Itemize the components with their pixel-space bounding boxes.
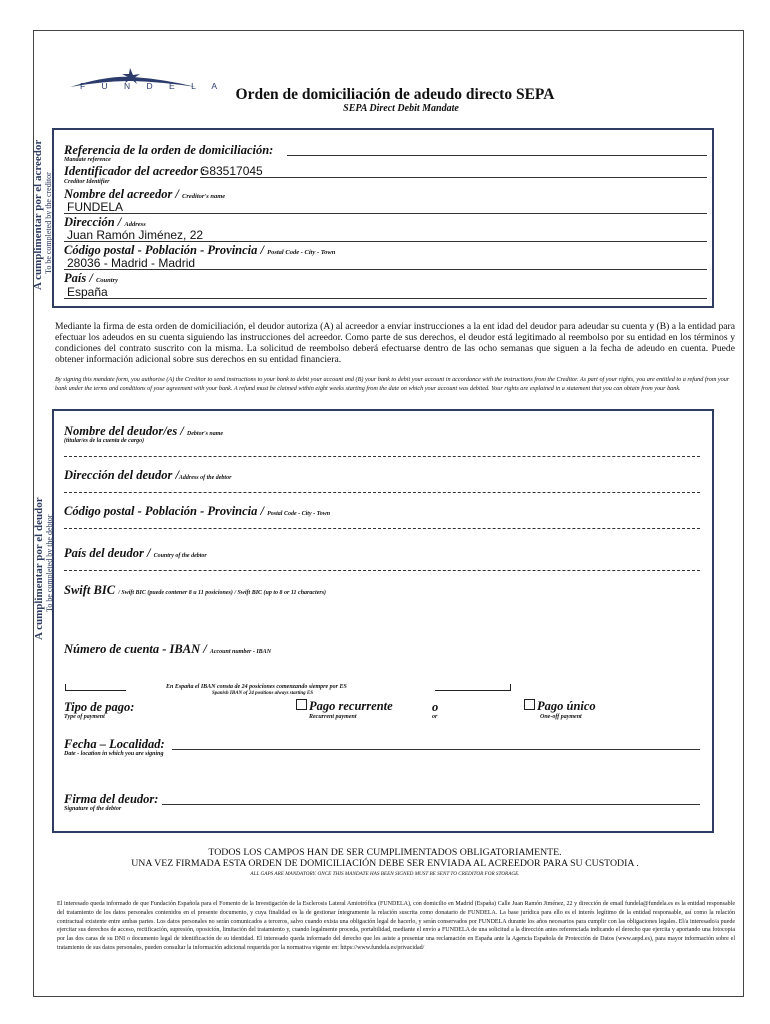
debtor-address-field[interactable] <box>64 492 700 493</box>
signature-label: Firma del deudor: <box>64 792 159 806</box>
mandate-text-en: By signing this mandate form, you authorise (A) the Creditor to send instructions to your bank to debit your account and (B) your bank to debit your account in accordance with the instructions from the Creditor. As part of your rights, you are entitled to a refund from your bank under the terms and conditions of your agreement with your bank. A refund must be claimed within eight weeks starting from the date on which your account was debited. Your rights are explained in a statement that you can obtain from your bank. <box>55 376 730 392</box>
page-subtitle: SEPA Direct Debit Mandate <box>343 103 459 114</box>
debtor-side-subtitle: To be completed by the debtor <box>45 514 54 612</box>
creditor-id-value: G83517045 <box>200 164 263 178</box>
creditor-postal-line <box>64 269 707 270</box>
creditor-country-value: España <box>67 285 108 299</box>
debtor-side-title: A cumplimentar por el deudor <box>33 497 45 640</box>
creditor-country-label: País / Country <box>64 271 118 285</box>
creditor-id-sub: Creditor Identifier <box>64 179 110 185</box>
mandate-ref-line[interactable] <box>287 155 707 156</box>
iban-field-start[interactable] <box>65 684 126 691</box>
creditor-side-subtitle: To be completed by the creditor <box>44 172 53 274</box>
debtor-name-field[interactable] <box>64 456 700 457</box>
signature-field[interactable] <box>162 804 700 805</box>
mandate-ref-sub: Mandate reference <box>64 157 111 163</box>
creditor-id-label: Identificador del acreedor : <box>64 164 206 178</box>
recurrent-sub: Recurrent payment <box>309 714 357 720</box>
iban-note: En España el IBAN consta de 24 posiciones comenzando siempre por ES <box>166 684 347 690</box>
mandate-ref-label: Referencia de la orden de domiciliación: <box>64 143 274 157</box>
closing-line-1: TODOS LOS CAMPOS HAN DE SER CUMPLIMENTADOS OBLIGATORIAMENTE. <box>208 847 562 858</box>
debtor-name-label: Nombre del deudor/es / Debtor's name <box>64 424 224 438</box>
recurrent-label: Pago recurrente <box>309 699 393 713</box>
creditor-name-line <box>64 213 707 214</box>
debtor-country-field[interactable] <box>64 570 700 571</box>
debtor-postal-field[interactable] <box>64 528 700 529</box>
recurrent-checkbox[interactable] <box>296 699 307 710</box>
creditor-postal-label: Código postal - Población - Provincia / Postal Code - City - Town <box>64 243 336 257</box>
oneoff-sub: One-off payment <box>540 714 582 720</box>
closing-line-2: UNA VEZ FIRMADA ESTA ORDEN DE DOMICILIACIÓN DEBE SER ENVIADA AL ACREEDOR PARA SU CUSTODIA . <box>131 858 639 869</box>
or-sub: or <box>432 714 438 720</box>
creditor-name-value: FUNDELA <box>67 200 124 214</box>
creditor-address-label: Dirección / Address <box>64 215 146 229</box>
swift-label: Swift BIC / Swift BIC (puede contener 8 u 11 posiciones) / Swift BIC (up to 8 or 11 characters) <box>64 583 327 597</box>
debtor-country-label: País del deudor / Country of the debtor <box>64 546 207 560</box>
iban-field-end[interactable] <box>435 684 511 691</box>
oneoff-label: Pago único <box>537 699 596 713</box>
swift-field[interactable] <box>64 625 700 626</box>
creditor-side-title: A cumplimentar por el acreedor <box>32 139 44 290</box>
creditor-address-value: Juan Ramón Jiménez, 22 <box>67 228 204 242</box>
creditor-country-line <box>64 298 707 299</box>
debtor-address-label: Dirección del deudor /Address of the debtor <box>64 468 232 482</box>
date-field[interactable] <box>172 749 700 750</box>
privacy-notice: El interesado queda informado de que Fundación Española para el Fomento de la Investigación de la Esclerosis Lateral Amiotrófica (FUNDELA), con domicilio en Madrid (España) Calle Juan Ramón Jiménez, 22 y dirección de email fundela@fundela.es es la entidad responsable del tratamiento de los datos personales contenidos en el presente documento, y cuya finalidad es la de gestionar íntegramente la relación suscrita como donatario de FUNDELA. La base jurídica para ello es el interés legítimo de la entidad responsable, así como la relación contractual existente entre ambas partes. Los datos personales no serán comunicados a terceros, salvo cuando exista una obligación legal de hacerlo, y serán conservados por FUNDELA durante los años necesarios para cumplir con las obligaciones legales. El/a interesado/a puede ejercitar sus derechos de acceso, rectificación, supresión, oposición, limitación del tratamiento y, cuando legalmente proceda, portabilidad, mediante el envío a FUNDELA de una solicitud a la dirección antes referenciada indicando el derecho que ejercita y aportando una fotocopia por las dos caras de su DNI o documento legal de identificación de su identidad. El interesado queda informado del derecho que les asiste a presentar una reclamación en España ante la Agencia Española de Protección de Datos (www.aepd.es), para mayor información sobre el tratamiento de sus datos personales, pueden consultar la información adicional requerida por la normativa vigente en: https://www.fundela.es/privacidad/ <box>57 901 735 951</box>
date-sub: Date - location in which you are signing <box>64 751 164 757</box>
debtor-postal-label: Código postal - Población - Provincia / Postal Code - City - Town <box>64 504 331 518</box>
debtor-name-sub: (titular/es de la cuenta de cargo) <box>64 438 145 444</box>
iban-label: Número de cuenta - IBAN / Account number - IBAN <box>64 642 272 656</box>
logo-text: F U N D E L A <box>80 81 225 91</box>
creditor-id-line <box>200 177 707 178</box>
creditor-postal-value: 28036 - Madrid - Madrid <box>67 256 196 270</box>
signature-sub: Signature of the debtor <box>64 806 122 812</box>
mandate-text-es: Mediante la firma de esta orden de domiciliación, el deudor autoriza (A) al acreedor a enviar instrucciones a la ent idad del deudor para adeudar su cuenta y (B) a la entidad para efectuar los adeudos en su cuenta siguiendo las instrucciones del acreedor. Como parte de sus derechos, el deudor está legitimado al reembolso por su entidad en los términos y condiciones del contrato suscrito con la misma. La solicitud de reembolso deberá efectuarse dentro de las ocho semanas que siguen a la fecha de adeudo en cuenta. Puede obtener información adicional sobre sus derechos en su entidad financiera. <box>55 321 735 365</box>
payment-type-label: Tipo de pago: <box>64 700 135 714</box>
iban-note-en: Spanish IBAN of 24 positions always starting ES <box>212 691 314 696</box>
creditor-address-line <box>64 241 707 242</box>
closing-line-3: ALL GAPS ARE MANDATORY. ONCE THIS MANDATE HAS BEEN SIGNED MUST BE SENT TO CREDITOR FOR STORAGE. <box>250 871 520 877</box>
creditor-name-label: Nombre del acreedor / Creditor's name <box>64 187 226 201</box>
page-title: Orden de domiciliación de adeudo directo SEPA <box>235 86 555 103</box>
date-label: Fecha – Localidad: <box>64 737 165 751</box>
payment-type-sub: Type of payment <box>64 714 105 720</box>
oneoff-checkbox[interactable] <box>524 699 535 710</box>
or-label: o <box>432 700 439 714</box>
